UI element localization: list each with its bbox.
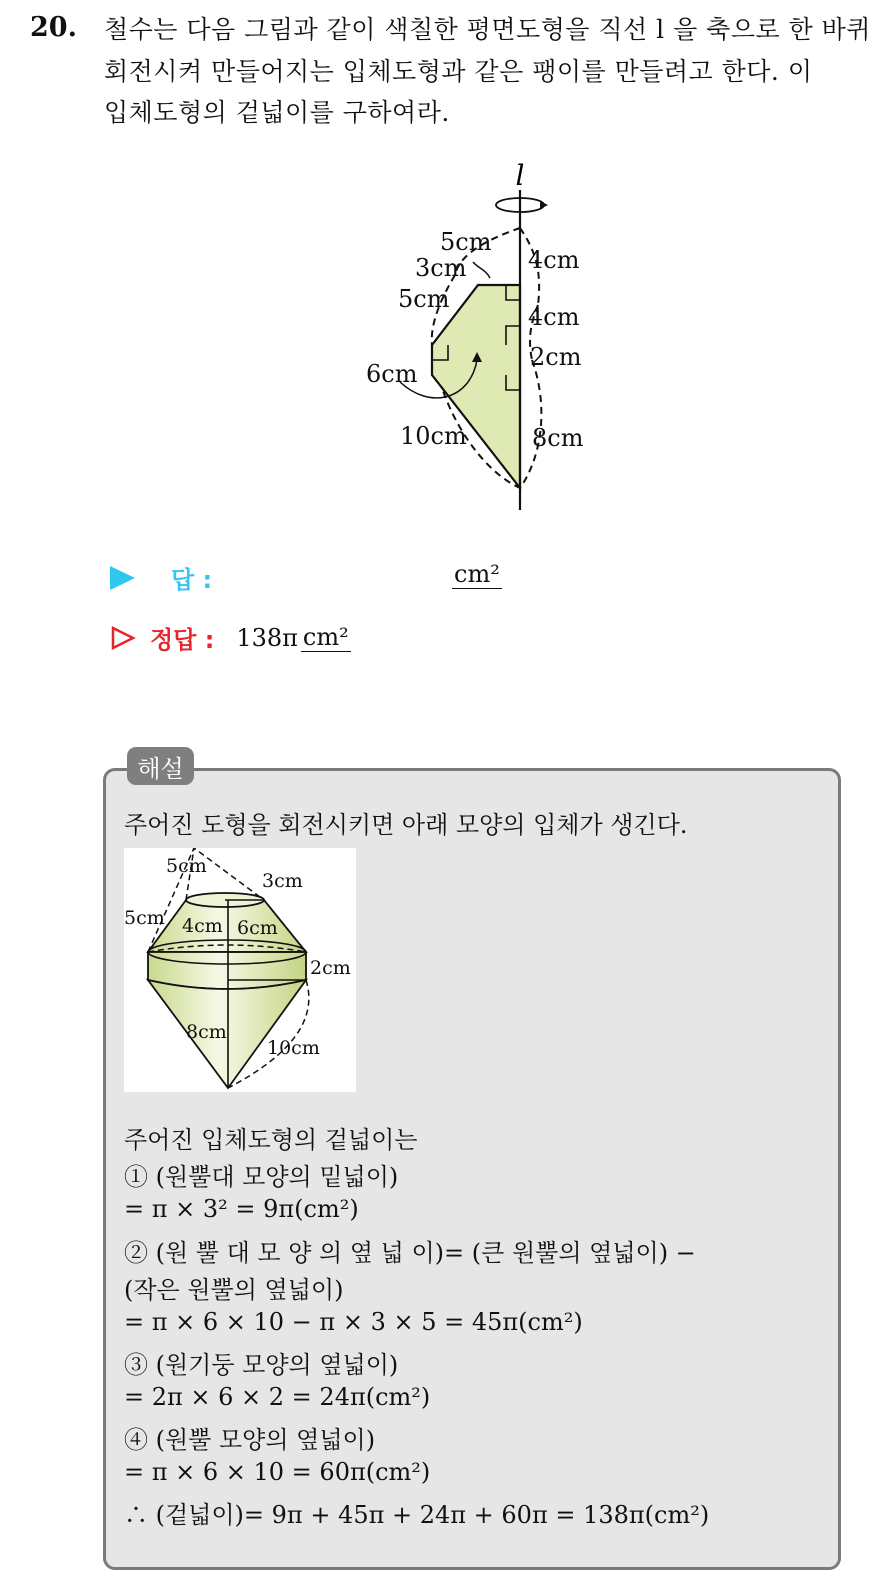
solution-line: ③ (원기둥 모양의 옆넓이) — [124, 1351, 399, 1379]
solid-figure — [124, 848, 356, 1092]
solution-line: = 2π × 6 × 2 = 24π(cm²) — [124, 1383, 431, 1411]
label-2cm: 2cm — [530, 343, 582, 371]
answer-row — [110, 560, 212, 595]
solution-intro: 주어진 도형을 회전시키면 아래 모양의 입체가 생긴다. — [124, 811, 688, 839]
question-line-3: 입체도형의 겉넓이를 구하여라. — [104, 98, 450, 127]
fig2-label-5cm-top: 5cm — [166, 855, 207, 877]
solution-line: ④ (원뿔 모양의 옆넓이) — [124, 1426, 376, 1454]
correct-answer-row — [110, 620, 351, 655]
answer-label: 답 : — [171, 566, 213, 594]
label-10cm: 10cm — [400, 422, 467, 450]
fig2-label-2cm: 2cm — [310, 957, 351, 979]
label-6cm: 6cm — [366, 360, 418, 388]
solution-tab: 해설 — [127, 747, 194, 785]
correct-answer-label: 정답 : — [150, 626, 215, 654]
label-arrow — [473, 262, 490, 278]
axis-label: l — [515, 159, 525, 192]
fig2-label-5cm-side: 5cm — [124, 907, 165, 929]
label-3cm: 3cm — [415, 254, 467, 282]
correct-answer-unit: cm² — [302, 623, 349, 651]
fig2-label-3cm: 3cm — [262, 870, 303, 892]
rotation-figure — [360, 150, 610, 520]
solution-line: = π × 6 × 10 − π × 3 × 5 = 45π(cm²) — [124, 1308, 583, 1336]
solution-line: (작은 원뿔의 옆넓이) — [124, 1276, 344, 1304]
answer-unit: cm² — [454, 560, 500, 588]
label-5cm-top: 5cm — [440, 228, 492, 256]
fig2-label-4cm: 4cm — [182, 915, 223, 937]
question-number: 20. — [30, 12, 77, 43]
label-4cm-top: 4cm — [528, 246, 580, 274]
label-5cm-side: 5cm — [398, 285, 450, 313]
solution-line: 주어진 입체도형의 겉넓이는 — [124, 1126, 418, 1154]
question-line-1: 철수는 다음 그림과 같이 색칠한 평면도형을 직선 l 을 축으로 한 바퀴 — [104, 15, 871, 44]
fig2-label-10cm: 10cm — [267, 1037, 320, 1059]
play-arrow-icon — [110, 566, 135, 590]
solution-line: = π × 3² = 9π(cm²) — [124, 1195, 359, 1223]
outline-arrow-icon — [110, 625, 136, 651]
solution-line: ② (원 뿔 대 모 양 의 옆 넓 이)= (큰 원뿔의 옆넓이) − — [124, 1239, 696, 1267]
solution-line: = π × 6 × 10 = 60π(cm²) — [124, 1458, 431, 1486]
label-4cm-mid: 4cm — [528, 303, 580, 331]
fig2-label-8cm: 8cm — [186, 1021, 227, 1043]
question-line-2: 회전시켜 만들어지는 입체도형과 같은 팽이를 만들려고 한다. 이 — [104, 57, 813, 86]
label-8cm: 8cm — [532, 424, 584, 452]
correct-answer-value: 138π — [236, 623, 298, 652]
fig2-label-6cm: 6cm — [237, 917, 278, 939]
solution-line: ∴ (겉넓이)= 9π + 45π + 24π + 60π = 138π(cm²) — [124, 1501, 710, 1529]
solution-line: ① (원뿔대 모양의 밑넓이) — [124, 1163, 399, 1191]
